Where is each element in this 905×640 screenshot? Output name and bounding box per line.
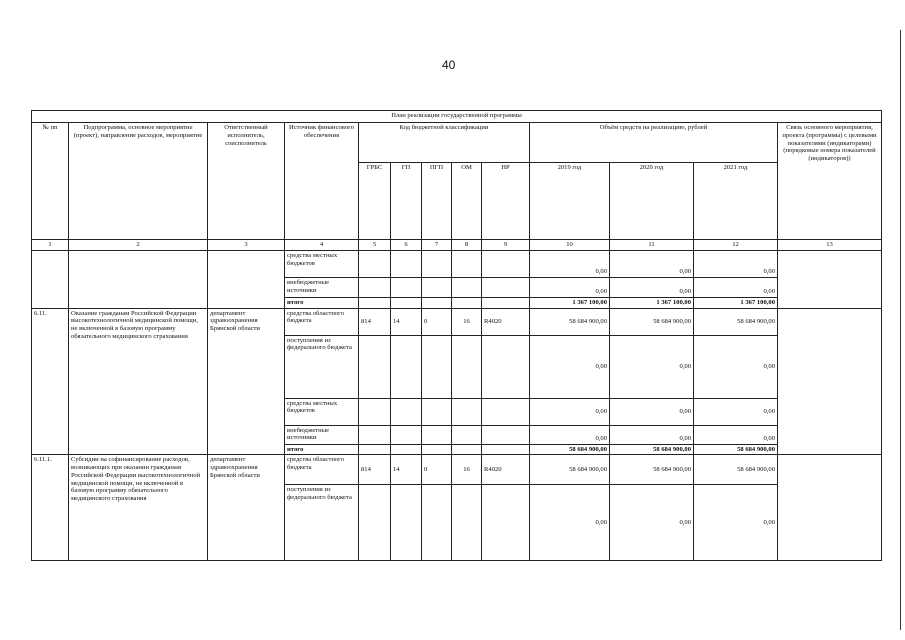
amount-2019: 0,00: [530, 250, 610, 277]
page-number: 40: [442, 58, 456, 72]
amount-2019: 58 684 900,00: [530, 455, 610, 485]
amount-2020: 58 684 900,00: [610, 455, 694, 485]
table-title: План реализации государственной программы: [32, 111, 882, 123]
column-number: 4: [285, 240, 359, 251]
header-gp: ГП: [391, 163, 422, 240]
total-2019: 58 684 900,00: [530, 444, 610, 455]
measure-name: Оказание гражданам Российской Федерации высокотехнологичной медицинской помощи, не включенной в базовую программу обязательного медицинского страхования: [69, 308, 208, 455]
source-label: поступления из федерального бюджета: [285, 485, 359, 561]
amount-2020: 0,00: [610, 277, 694, 297]
amount-2020: 0,00: [610, 425, 694, 444]
column-number: 9: [482, 240, 530, 251]
amount-2020: 0,00: [610, 250, 694, 277]
code-nr: R4020: [482, 308, 530, 335]
row-number: 6.11.: [32, 308, 69, 455]
header-grbs: ГРБС: [359, 163, 391, 240]
amount-2019: 0,00: [530, 335, 610, 398]
total-2020: 1 367 100,00: [610, 297, 694, 308]
header-name: Подпрограмма, основное мероприятие (проект), направление расходов, мероприятие: [69, 123, 208, 240]
amount-2019: 58 684 900,00: [530, 308, 610, 335]
code-pgp: 0: [422, 455, 452, 485]
total-2021: 58 684 900,00: [694, 444, 778, 455]
column-number: 5: [359, 240, 391, 251]
header-responsible: Ответственный исполнитель, соисполнитель: [208, 123, 285, 240]
code-gp: 14: [391, 455, 422, 485]
header-volume: Объём средств на реализацию, рублей: [530, 123, 778, 163]
program-plan-table: [31, 110, 882, 561]
header-om: ОМ: [452, 163, 482, 240]
header-link: Связь основного мероприятия, проекта (программы) с целевыми показателями (индикаторами) (порядковые номера показателей (индикаторов)): [778, 123, 882, 240]
responsible: департамент здравоохранения Брянской области: [208, 308, 285, 455]
table-row: [32, 308, 882, 335]
source-label: средства местных бюджетов: [285, 250, 359, 277]
column-number: 2: [69, 240, 208, 251]
column-number: 13: [778, 240, 882, 251]
column-number: 11: [610, 240, 694, 251]
amount-2021: 0,00: [694, 425, 778, 444]
amount-2020: 0,00: [610, 398, 694, 425]
header-nr: НР: [482, 163, 530, 240]
column-number: 6: [391, 240, 422, 251]
column-number: 10: [530, 240, 610, 251]
column-number: 1: [32, 240, 69, 251]
amount-2020: 58 684 900,00: [610, 308, 694, 335]
table-row: [32, 455, 882, 485]
source-label: поступления из федерального бюджета: [285, 335, 359, 398]
header-kbk: Код бюджетной классификации: [359, 123, 530, 163]
total-2021: 1 367 100,00: [694, 297, 778, 308]
responsible: департамент здравоохранения Брянской области: [208, 455, 285, 561]
code-grbs: 814: [359, 308, 391, 335]
code-om: 16: [452, 308, 482, 335]
column-number: 7: [422, 240, 452, 251]
amount-2019: 0,00: [530, 277, 610, 297]
header-2021: 2021 год: [694, 163, 778, 240]
total-label: итого: [285, 444, 359, 455]
column-number: 8: [452, 240, 482, 251]
code-pgp: 0: [422, 308, 452, 335]
header-pgp: ПГП: [422, 163, 452, 240]
amount-2021: 0,00: [694, 335, 778, 398]
header-2020: 2020 год: [610, 163, 694, 240]
amount-2021: 58 684 900,00: [694, 455, 778, 485]
amount-2019: 0,00: [530, 485, 610, 561]
column-number: 12: [694, 240, 778, 251]
amount-2020: 0,00: [610, 335, 694, 398]
source-label: средства местных бюджетов: [285, 398, 359, 425]
code-gp: 14: [391, 308, 422, 335]
total-2019: 1 367 100,00: [530, 297, 610, 308]
amount-2019: 0,00: [530, 398, 610, 425]
amount-2020: 0,00: [610, 485, 694, 561]
code-om: 16: [452, 455, 482, 485]
header-num: № пп: [32, 123, 69, 240]
code-nr: R4020: [482, 455, 530, 485]
code-grbs: 814: [359, 455, 391, 485]
total-label: итого: [285, 297, 359, 308]
source-label: средства областного бюджета: [285, 308, 359, 335]
table-row: [32, 250, 882, 277]
amount-2021: 58 684 900,00: [694, 308, 778, 335]
total-2020: 58 684 900,00: [610, 444, 694, 455]
source-label: внебюджетные источники: [285, 277, 359, 297]
column-number-row: [32, 240, 882, 251]
column-number: 3: [208, 240, 285, 251]
amount-2021: 0,00: [694, 277, 778, 297]
scan-edge-line: [900, 30, 901, 630]
amount-2021: 0,00: [694, 398, 778, 425]
amount-2021: 0,00: [694, 250, 778, 277]
source-label: внебюджетные источники: [285, 425, 359, 444]
header-2019: 2019 год: [530, 163, 610, 240]
amount-2019: 0,00: [530, 425, 610, 444]
measure-name: Субсидии на софинансирование расходов, возникающих при оказании гражданам Российской Федерации высокотехнологичной медицинской помощи, не включенной в базовую программу обязательного медицинского страхования: [69, 455, 208, 561]
header-source: Источник финансового обеспечения: [285, 123, 359, 240]
source-label: средства областного бюджета: [285, 455, 359, 485]
row-number: 6.11.1.: [32, 455, 69, 561]
amount-2021: 0,00: [694, 485, 778, 561]
